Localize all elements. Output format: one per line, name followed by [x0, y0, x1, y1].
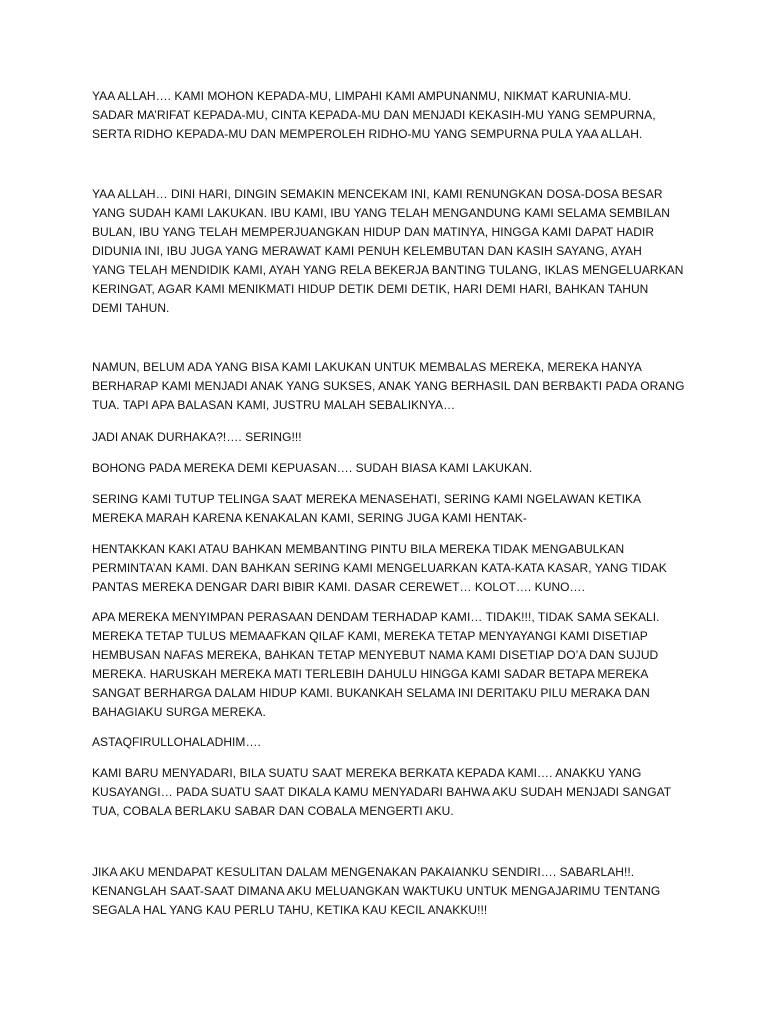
paragraph-unable-to-repay [92, 358, 692, 415]
paragraph-astaqfirulloh [92, 733, 692, 752]
paragraph-realization [92, 764, 692, 821]
text-line: NAMUN, BELUM ADA YANG BISA KAMI LAKUKAN UNTUK MEMBALAS MEREKA, MEREKA HANYA [92, 360, 642, 374]
paragraph-prayer-opening [92, 87, 692, 144]
text-line: YAA ALLAH… DINI HARI, DINGIN SEMAKIN MENCEKAM INI, KAMI RENUNGKAN DOSA-DOSA BESAR [92, 187, 663, 201]
text-line: MEREKA TETAP TULUS MEMAAFKAN QILAF KAMI, MEREKA TETAP MENYAYANGI KAMI DISETIAP [92, 629, 648, 643]
text-line: SEGALA HAL YANG KAU PERLU TAHU, KETIKA KAU KECIL ANAKKU!!! [92, 903, 488, 917]
text-line: TUA. TAPI APA BALASAN KAMI, JUSTRU MALAH SEBALIKNYA… [92, 398, 456, 412]
text-line: BULAN, IBU YANG TELAH MEMPERJUANGKAN HIDUP DAN MATINYA, HINGGA KAMI DAPAT HADIR [92, 225, 655, 239]
text-line: BERHARAP KAMI MENJADI ANAK YANG SUKSES, ANAK YANG BERHASIL DAN BERBAKTI PADA ORANG [92, 379, 685, 393]
paragraph-lying [92, 459, 692, 478]
paragraph-durhaka [92, 428, 692, 447]
text-line: YANG SUDAH KAMI LAKUKAN. IBU KAMI, IBU YANG TELAH MENGANDUNG KAMI SELAMA SEMBILAN [92, 206, 670, 220]
text-line: MEREKA MARAH KARENA KENAKALAN KAMI, SERING JUGA KAMI HENTAK- [92, 511, 527, 525]
text-line: KERINGAT, AGAR KAMI MENIKMATI HIDUP DETIK DEMI DETIK, HARI DEMI HARI, BAHKAN TAHUN [92, 282, 649, 296]
paragraph-ignoring-advice [92, 490, 692, 528]
paragraph-be-patient [92, 863, 692, 920]
text-line: PERMINTA’AN KAMI. DAN BAHKAN SERING KAMI MENGELUARKAN KATA-KATA KASAR, YANG TIDAK [92, 561, 667, 575]
text-line: SERTA RIDHO KEPADA-MU DAN MEMPEROLEH RIDHO-MU YANG SEMPURNA PULA YAA ALLAH. [92, 127, 643, 141]
text-line: KAMI BARU MENYADARI, BILA SUATU SAAT MEREKA BERKATA KEPADA KAMI…. ANAKKU YANG [92, 766, 642, 780]
text-line: JIKA AKU MENDAPAT KESULITAN DALAM MENGENAKAN PAKAIANKU SENDIRI…. SABARLAH!!. [92, 865, 635, 879]
text-line: YAA ALLAH…. KAMI MOHON KEPADA-MU, LIMPAHI KAMI AMPUNANMU, NIKMAT KARUNIA-MU. [92, 89, 632, 103]
text-line: KUSAYANGI… PADA SUATU SAAT DIKALA KAMU MENYADARI BAHWA AKU SUDAH MENJADI SANGAT [92, 785, 672, 799]
text-line: HEMBUSAN NAFAS MEREKA, BAHKAN TETAP MENYEBUT NAMA KAMI DISETIAP DO’A DAN SUJUD [92, 648, 659, 662]
text-line: SANGAT BERHARGA DALAM HIDUP KAMI. BUKANKAH SELAMA INI DERITAKU PILU MERAKA DAN [92, 686, 650, 700]
text-line: ASTAQFIRULLOHALADHIM…. [92, 735, 261, 749]
paragraph-forgiveness [92, 608, 692, 722]
text-line: YANG TELAH MENDIDIK KAMI, AYAH YANG RELA BEKERJA BANTING TULANG, IKLAS MENGELUARKAN [92, 263, 684, 277]
text-line: MEREKA. HARUSKAH MEREKA MATI TERLEBIH DAHULU HINGGA KAMI SADAR BETAPA MEREKA [92, 667, 649, 681]
paragraph-parents-sacrifice [92, 185, 692, 318]
text-line: JADI ANAK DURHAKA?!…. SERING!!! [92, 430, 302, 444]
text-line: TUA, COBALA BERLAKU SABAR DAN COBALA MENGERTI AKU. [92, 804, 454, 818]
text-line: PANTAS MEREKA DENGAR DARI BIBIR KAMI. DASAR CEREWET… KOLOT…. KUNO…. [92, 580, 585, 594]
text-line: KENANGLAH SAAT-SAAT DIMANA AKU MELUANGKAN WAKTUKU UNTUK MENGAJARIMU TENTANG [92, 884, 661, 898]
text-line: APA MEREKA MENYIMPAN PERASAAN DENDAM TERHADAP KAMI… TIDAK!!!, TIDAK SAMA SEKALI. [92, 610, 660, 624]
text-line: DEMI TAHUN. [92, 301, 170, 315]
text-line: SERING KAMI TUTUP TELINGA SAAT MEREKA MENASEHATI, SERING KAMI NGELAWAN KETIKA [92, 492, 642, 506]
text-line: DIDUNIA INI, IBU JUGA YANG MERAWAT KAMI PENUH KELEMBUTAN DAN KASIH SAYANG, AYAH [92, 244, 642, 258]
paragraph-slamming-doors [92, 540, 692, 597]
text-line: BOHONG PADA MEREKA DEMI KEPUASAN…. SUDAH BIASA KAMI LAKUKAN. [92, 461, 533, 475]
text-line: HENTAKKAN KAKI ATAU BAHKAN MEMBANTING PINTU BILA MEREKA TIDAK MENGABULKAN [92, 542, 625, 556]
text-line: SADAR MA’RIFAT KEPADA-MU, CINTA KEPADA-MU DAN MENJADI KEKASIH-MU YANG SEMPURNA, [92, 108, 656, 122]
text-line: BAHAGIAKU SURGA MEREKA. [92, 705, 266, 719]
